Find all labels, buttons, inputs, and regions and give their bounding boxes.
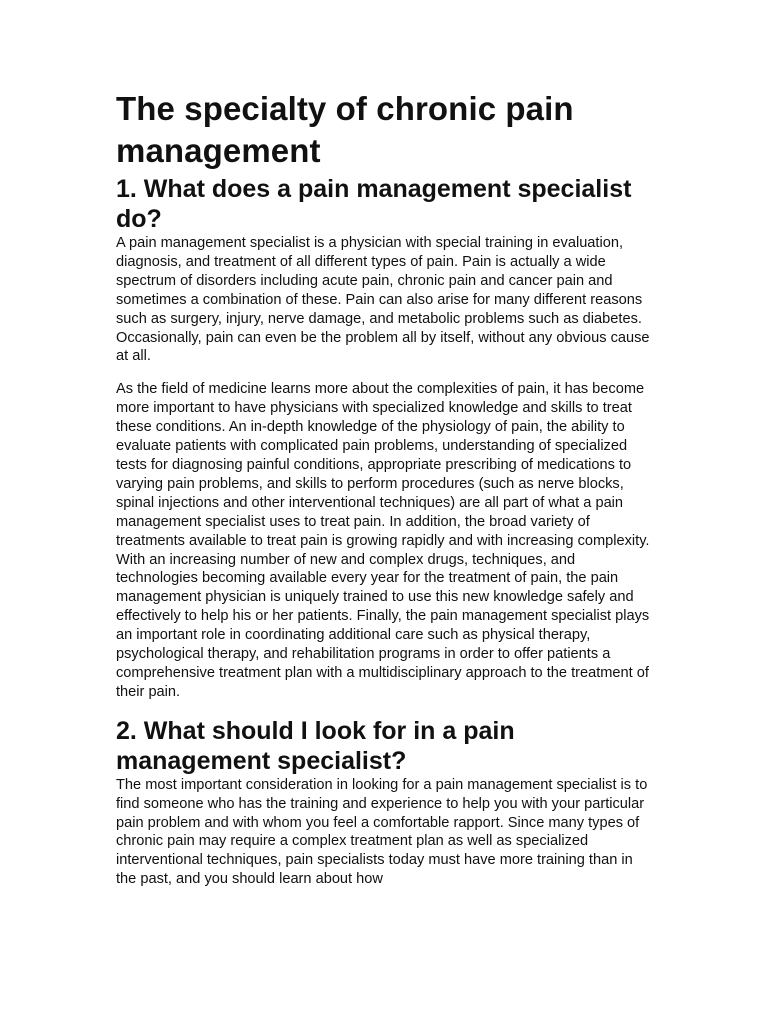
section-2-paragraph-1: The most important consideration in looking for a pain management specialist is to find someone who has the training and experience to help you with your particular pain problem and with whom you feel a comfortable rapport. Since many types of chronic pain may require a complex treatment plan as well as specialized interventional techniques, pain specialists today must have more training than in the past, and you should learn about how [116,776,648,888]
section-1-paragraph-2: As the field of medicine learns more about the complexities of pain, it has become more important to have physicians with specialized knowledge and skills to treat these conditions. An in-depth knowledge of the physiology of pain, the ability to evaluate patients with complicated pain problems, understanding of specialized tests for diagnosing painful conditions, appropriate prescribing of medications to varying pain problems, and skills to perform procedures (such as nerve blocks, spinal injections and other interventional techniques) are all part of what a pain management specialist uses to treat pain. In addition, the broad variety of treatments available to treat pain is growing rapidly and with increasing complexity. With an increasing number of new and complex drugs, techniques, and technologies becoming available every year for the treatment of pain, the pain management physician is uniquely trained to use this new knowledge safely and effectively to help his or her patients. Finally, the pain management specialist plays an important role in coordinating additional care such as physical therapy, psychological therapy, and rehabilitation programs in order to offer patients a comprehensive treatment plan with a multidisciplinary approach to the treatment of their pain. [116,381,650,700]
section-1-paragraph-1: A pain management specialist is a physician with special training in evaluation, diagnosis, and treatment of all different types of pain. Pain is actually a wide spectrum of disorders including acute pain, chronic pain and cancer pain and sometimes a combination of these. Pain can also arise for many different reasons such as surgery, injury, nerve damage, and metabolic problems such as diabetes. Occasionally, pain can even be the problem all by itself, without any obvious cause at all. [116,235,650,365]
section-2-heading: 2. What should I look for in a pain management specialist? [116,716,515,775]
section-1-heading: 1. What does a pain management specialist do? [116,175,632,233]
page-title: The specialty of chronic pain management [116,90,574,169]
document-page [116,88,656,889]
